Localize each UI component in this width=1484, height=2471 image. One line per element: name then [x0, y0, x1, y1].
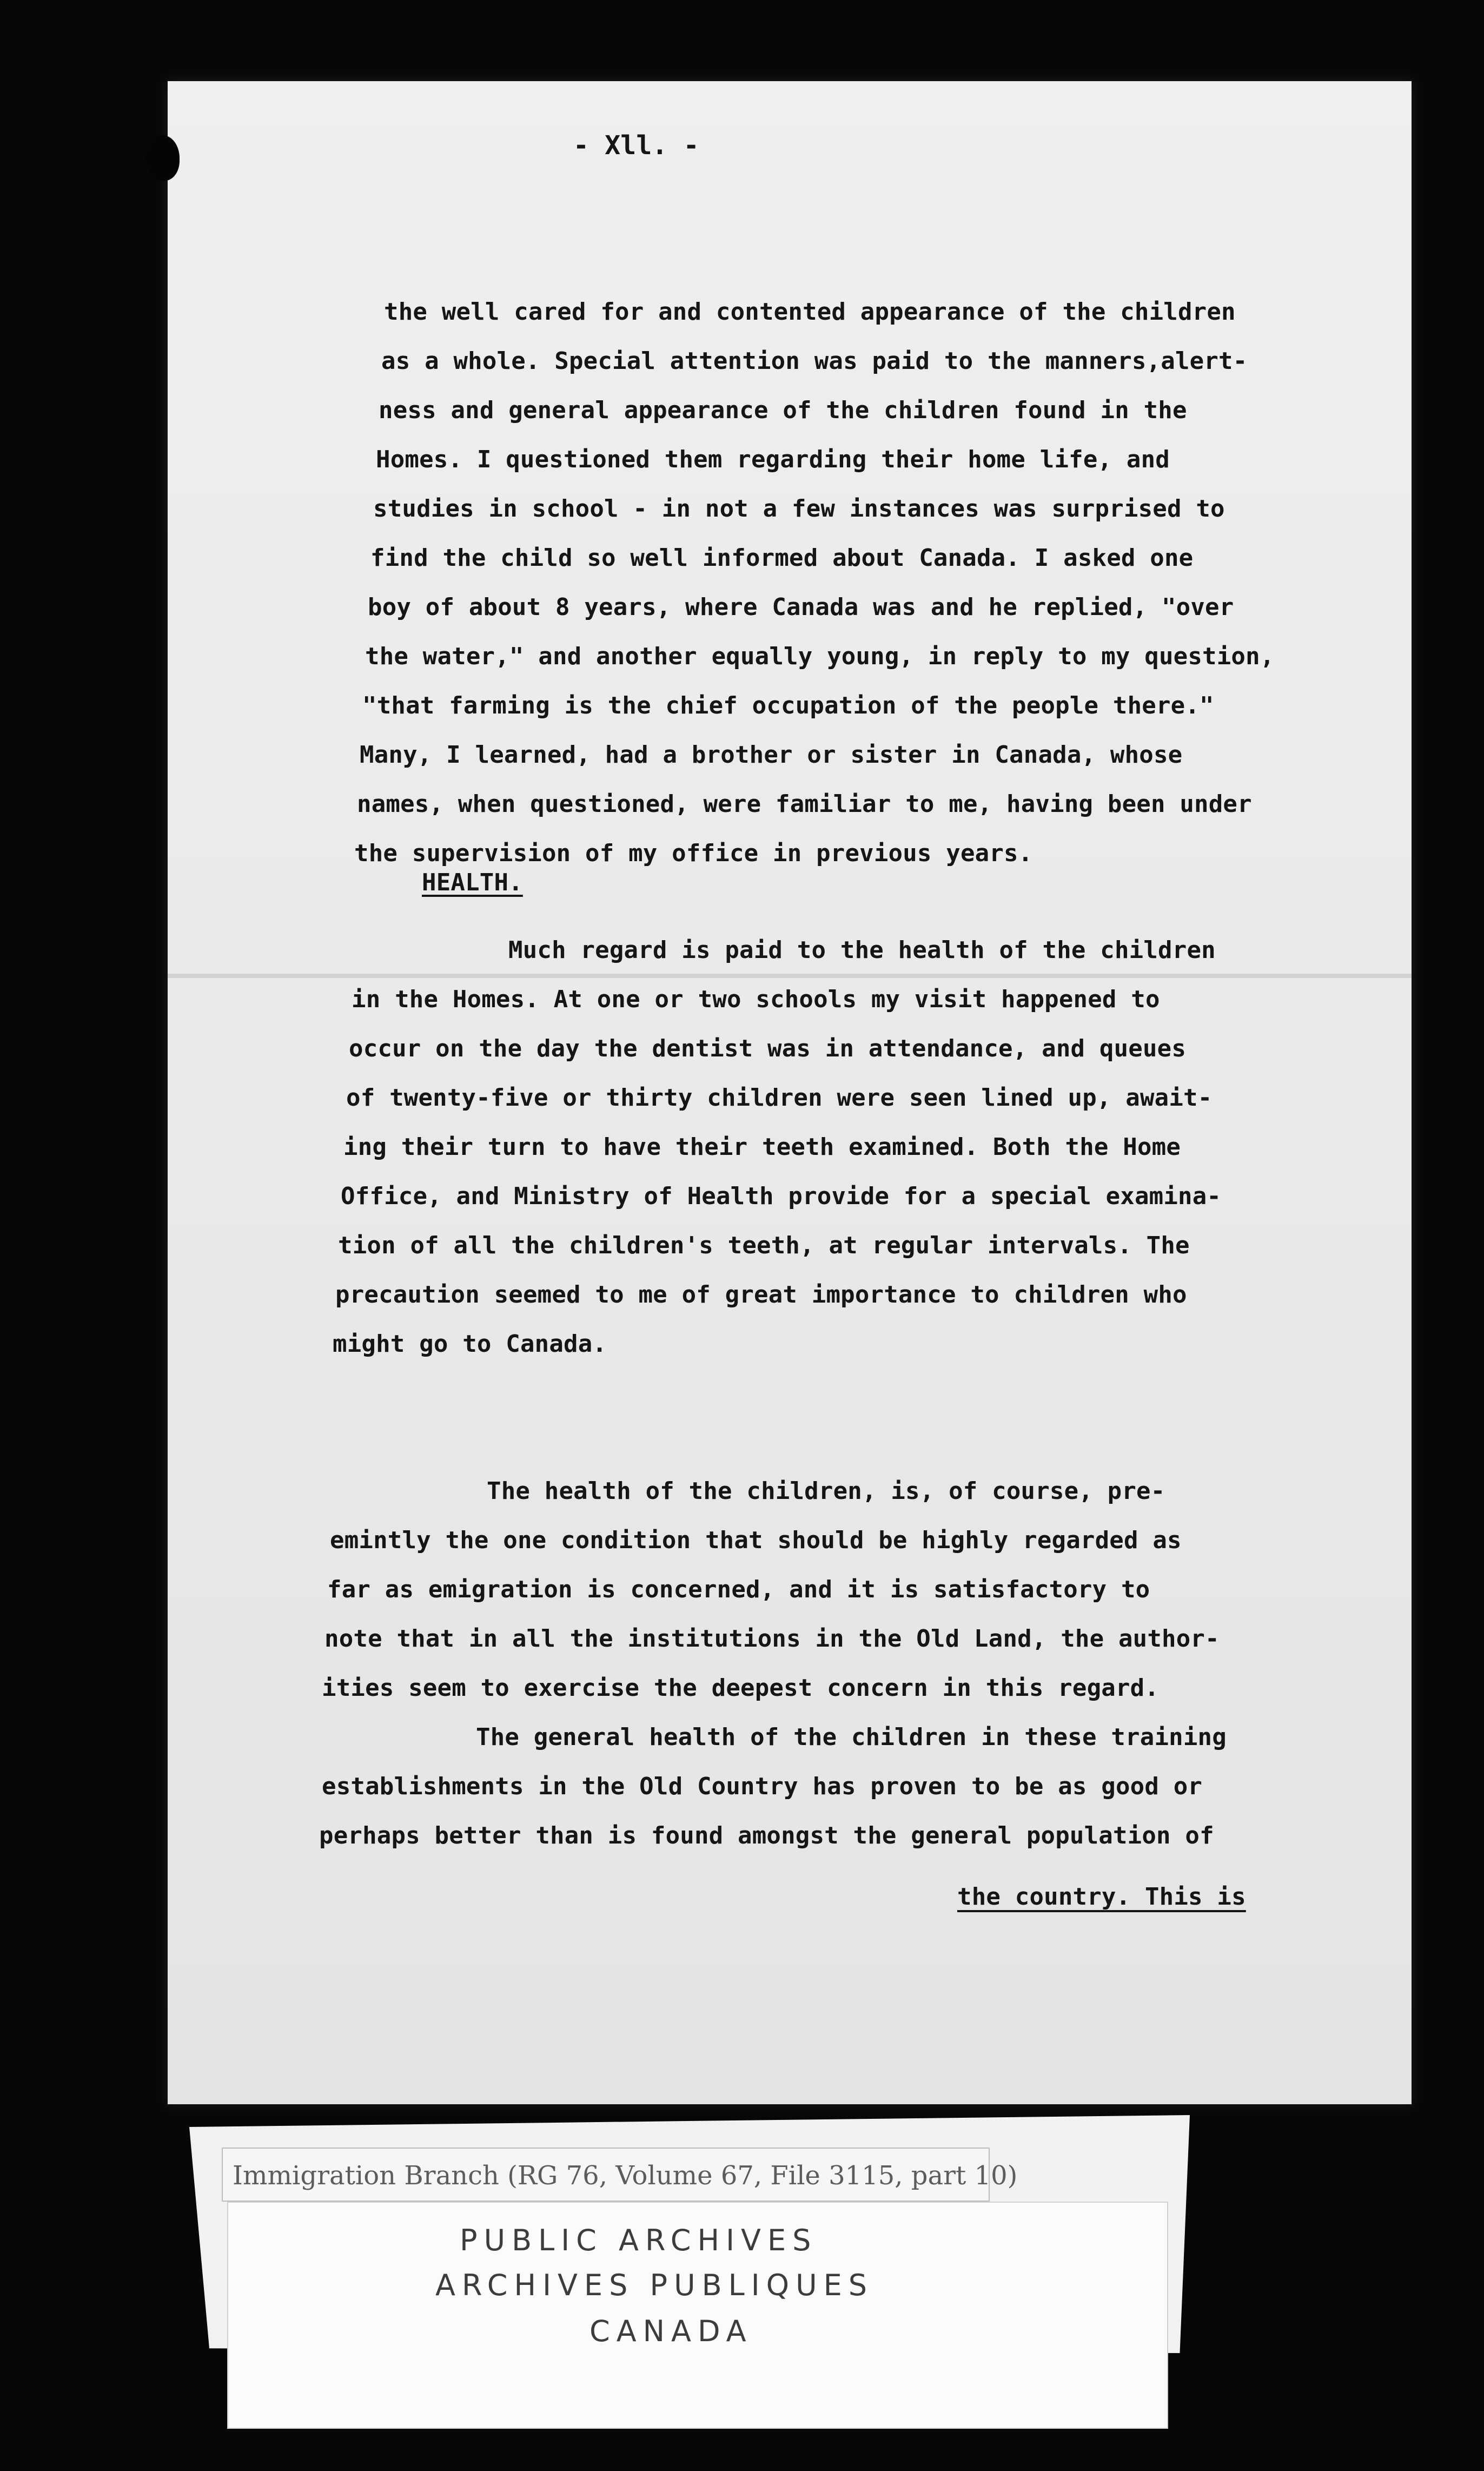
- archive-line-english: PUBLIC ARCHIVES: [460, 2223, 818, 2257]
- text-line: ities seem to exercise the deepest concern in this regard.: [322, 1674, 1160, 1702]
- text-line: names, when questioned, were familiar to me, having been under: [357, 790, 1252, 818]
- text-line: find the child so well informed about Canada. I asked one: [370, 544, 1194, 572]
- text-line: emintly the one condition that should be highly regarded as: [330, 1527, 1182, 1554]
- text-line: The general health of the children in these training: [476, 1723, 1227, 1751]
- punch-hole-mark: [146, 135, 180, 181]
- text-line: precaution seemed to me of great importance to children who: [335, 1281, 1187, 1309]
- text-line: the water," and another equally young, in reply to my question,: [365, 643, 1275, 670]
- text-line: The health of the children, is, of course, pre-: [487, 1477, 1165, 1505]
- text-line: occur on the day the dentist was in attendance, and queues: [349, 1035, 1187, 1062]
- section-heading: HEALTH.: [422, 869, 523, 896]
- text-line: Much regard is paid to the health of the children: [508, 936, 1216, 964]
- archive-line-french: ARCHIVES PUBLIQUES: [435, 2268, 874, 2302]
- text-line: of twenty-five or thirty children were seen lined up, await-: [346, 1084, 1213, 1112]
- text-line: "that farming is the chief occupation of the people there.": [362, 692, 1214, 719]
- text-line: as a whole. Special attention was paid to the manners,alert-: [381, 347, 1248, 375]
- text-line: perhaps better than is found amongst the general population of: [319, 1822, 1214, 1849]
- page-continuation: the country. This is: [957, 1883, 1246, 1911]
- text-line: note that in all the institutions in the Old Land, the author-: [324, 1625, 1220, 1653]
- text-line: studies in school - in not a few instances was surprised to: [373, 495, 1225, 523]
- text-line: ing their turn to have their teeth examined. Both the Home: [343, 1133, 1181, 1161]
- archive-reference: Immigration Branch (RG 76, Volume 67, File 3115, part 10): [233, 2161, 1018, 2191]
- text-line: in the Homes. At one or two schools my visit happened to: [352, 986, 1160, 1013]
- text-line: boy of about 8 years, where Canada was and he replied, "over: [368, 593, 1234, 621]
- text-line: Many, I learned, had a brother or sister in Canada, whose: [360, 741, 1183, 769]
- text-line: tion of all the children's teeth, at regular intervals. The: [338, 1232, 1190, 1259]
- text-line: Office, and Ministry of Health provide for a special examina-: [341, 1182, 1222, 1210]
- text-line: Homes. I questioned them regarding their home life, and: [376, 446, 1170, 473]
- text-line: might go to Canada.: [333, 1330, 607, 1358]
- paper-fold: [168, 974, 1412, 978]
- page-number: - Xll. -: [573, 130, 699, 161]
- text-line: establishments in the Old Country has proven to be as good or: [322, 1773, 1203, 1800]
- text-line: the well cared for and contented appearance of the children: [384, 298, 1236, 326]
- archive-line-country: CANADA: [589, 2314, 753, 2348]
- text-line: the supervision of my office in previous years.: [354, 840, 1033, 867]
- text-line: ness and general appearance of the children found in the: [379, 397, 1187, 424]
- text-line: far as emigration is concerned, and it is satisfactory to: [327, 1576, 1150, 1603]
